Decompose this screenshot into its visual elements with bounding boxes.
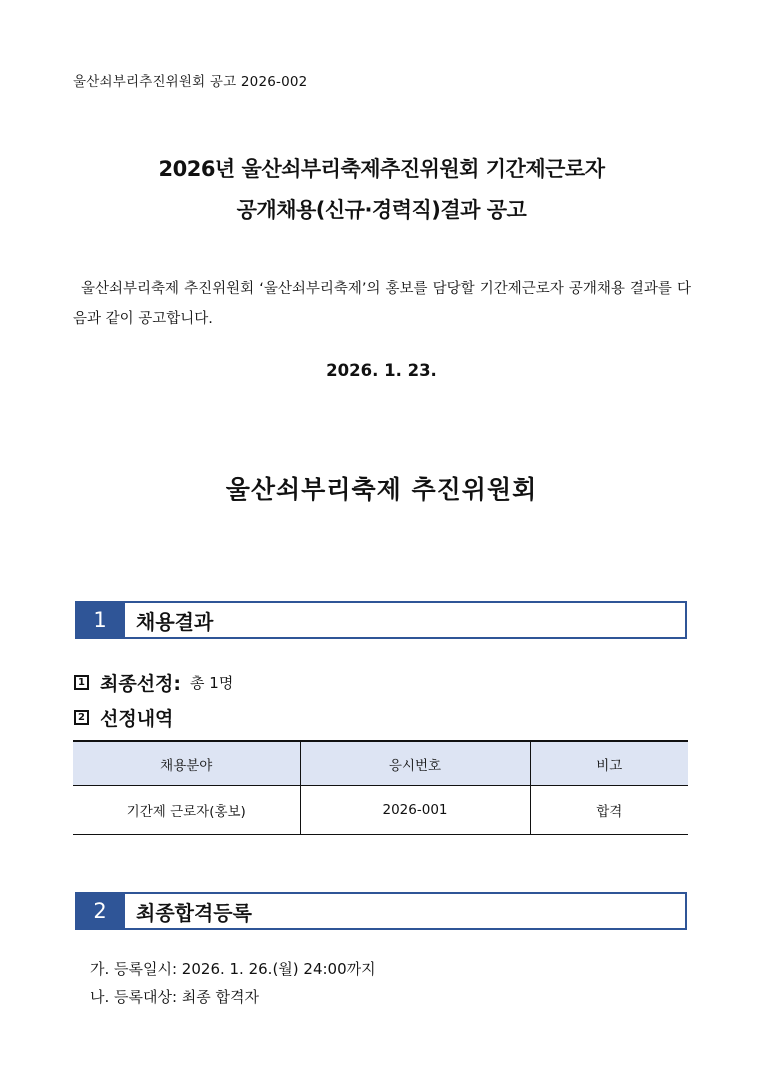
table-row [73, 786, 688, 835]
final-selection-value: 총 1명 [190, 674, 234, 692]
section1-header [75, 601, 687, 639]
section2-header [75, 892, 687, 930]
final-selection-label: 최종선정: [100, 673, 182, 695]
header-field: 채용분야 [73, 741, 300, 786]
document-title-line2: 공개채용(신규·경력직)결과 공고 [236, 198, 527, 222]
cell-field: 기간제 근로자(홍보) [73, 786, 300, 835]
results-table [73, 740, 688, 835]
section1-title: 채용결과 [136, 609, 214, 634]
section1-number: 1 [75, 601, 125, 639]
selection-details-item [74, 704, 173, 731]
intro-paragraph: 울산쇠부리축제 추진위원회 ‘울산쇠부리축제’의 홍보를 담당할 기간제근로자 공개채용 결과를 다음과 같이 공고합니다. [73, 281, 691, 327]
cell-applicant-number: 2026-001 [300, 786, 530, 835]
registration-target: 나. 등록대상: 최종 합격자 [90, 988, 260, 1006]
organization-name: 울산쇠부리축제 추진위원회 [225, 475, 538, 504]
notice-number: 울산쇠부리추진위원회 공고 2026-002 [73, 74, 308, 90]
section2-title: 최종합격등록 [136, 900, 252, 925]
item-marker-2: 2 [74, 710, 89, 725]
item-marker-1: 1 [74, 675, 89, 690]
final-selection-item [74, 669, 233, 696]
selection-details-label: 선정내역 [100, 708, 174, 730]
document-title-line1: 2026년 울산쇠부리축제추진위원회 기간제근로자 [158, 157, 605, 181]
registration-datetime: 가. 등록일시: 2026. 1. 26.(월) 24:00까지 [90, 960, 376, 978]
cell-remarks: 합격 [530, 786, 688, 835]
section2-number: 2 [75, 892, 125, 930]
announcement-date: 2026. 1. 23. [326, 361, 437, 380]
table-header-row [73, 741, 688, 786]
header-applicant-number: 응시번호 [300, 741, 530, 786]
header-remarks: 비고 [530, 741, 688, 786]
